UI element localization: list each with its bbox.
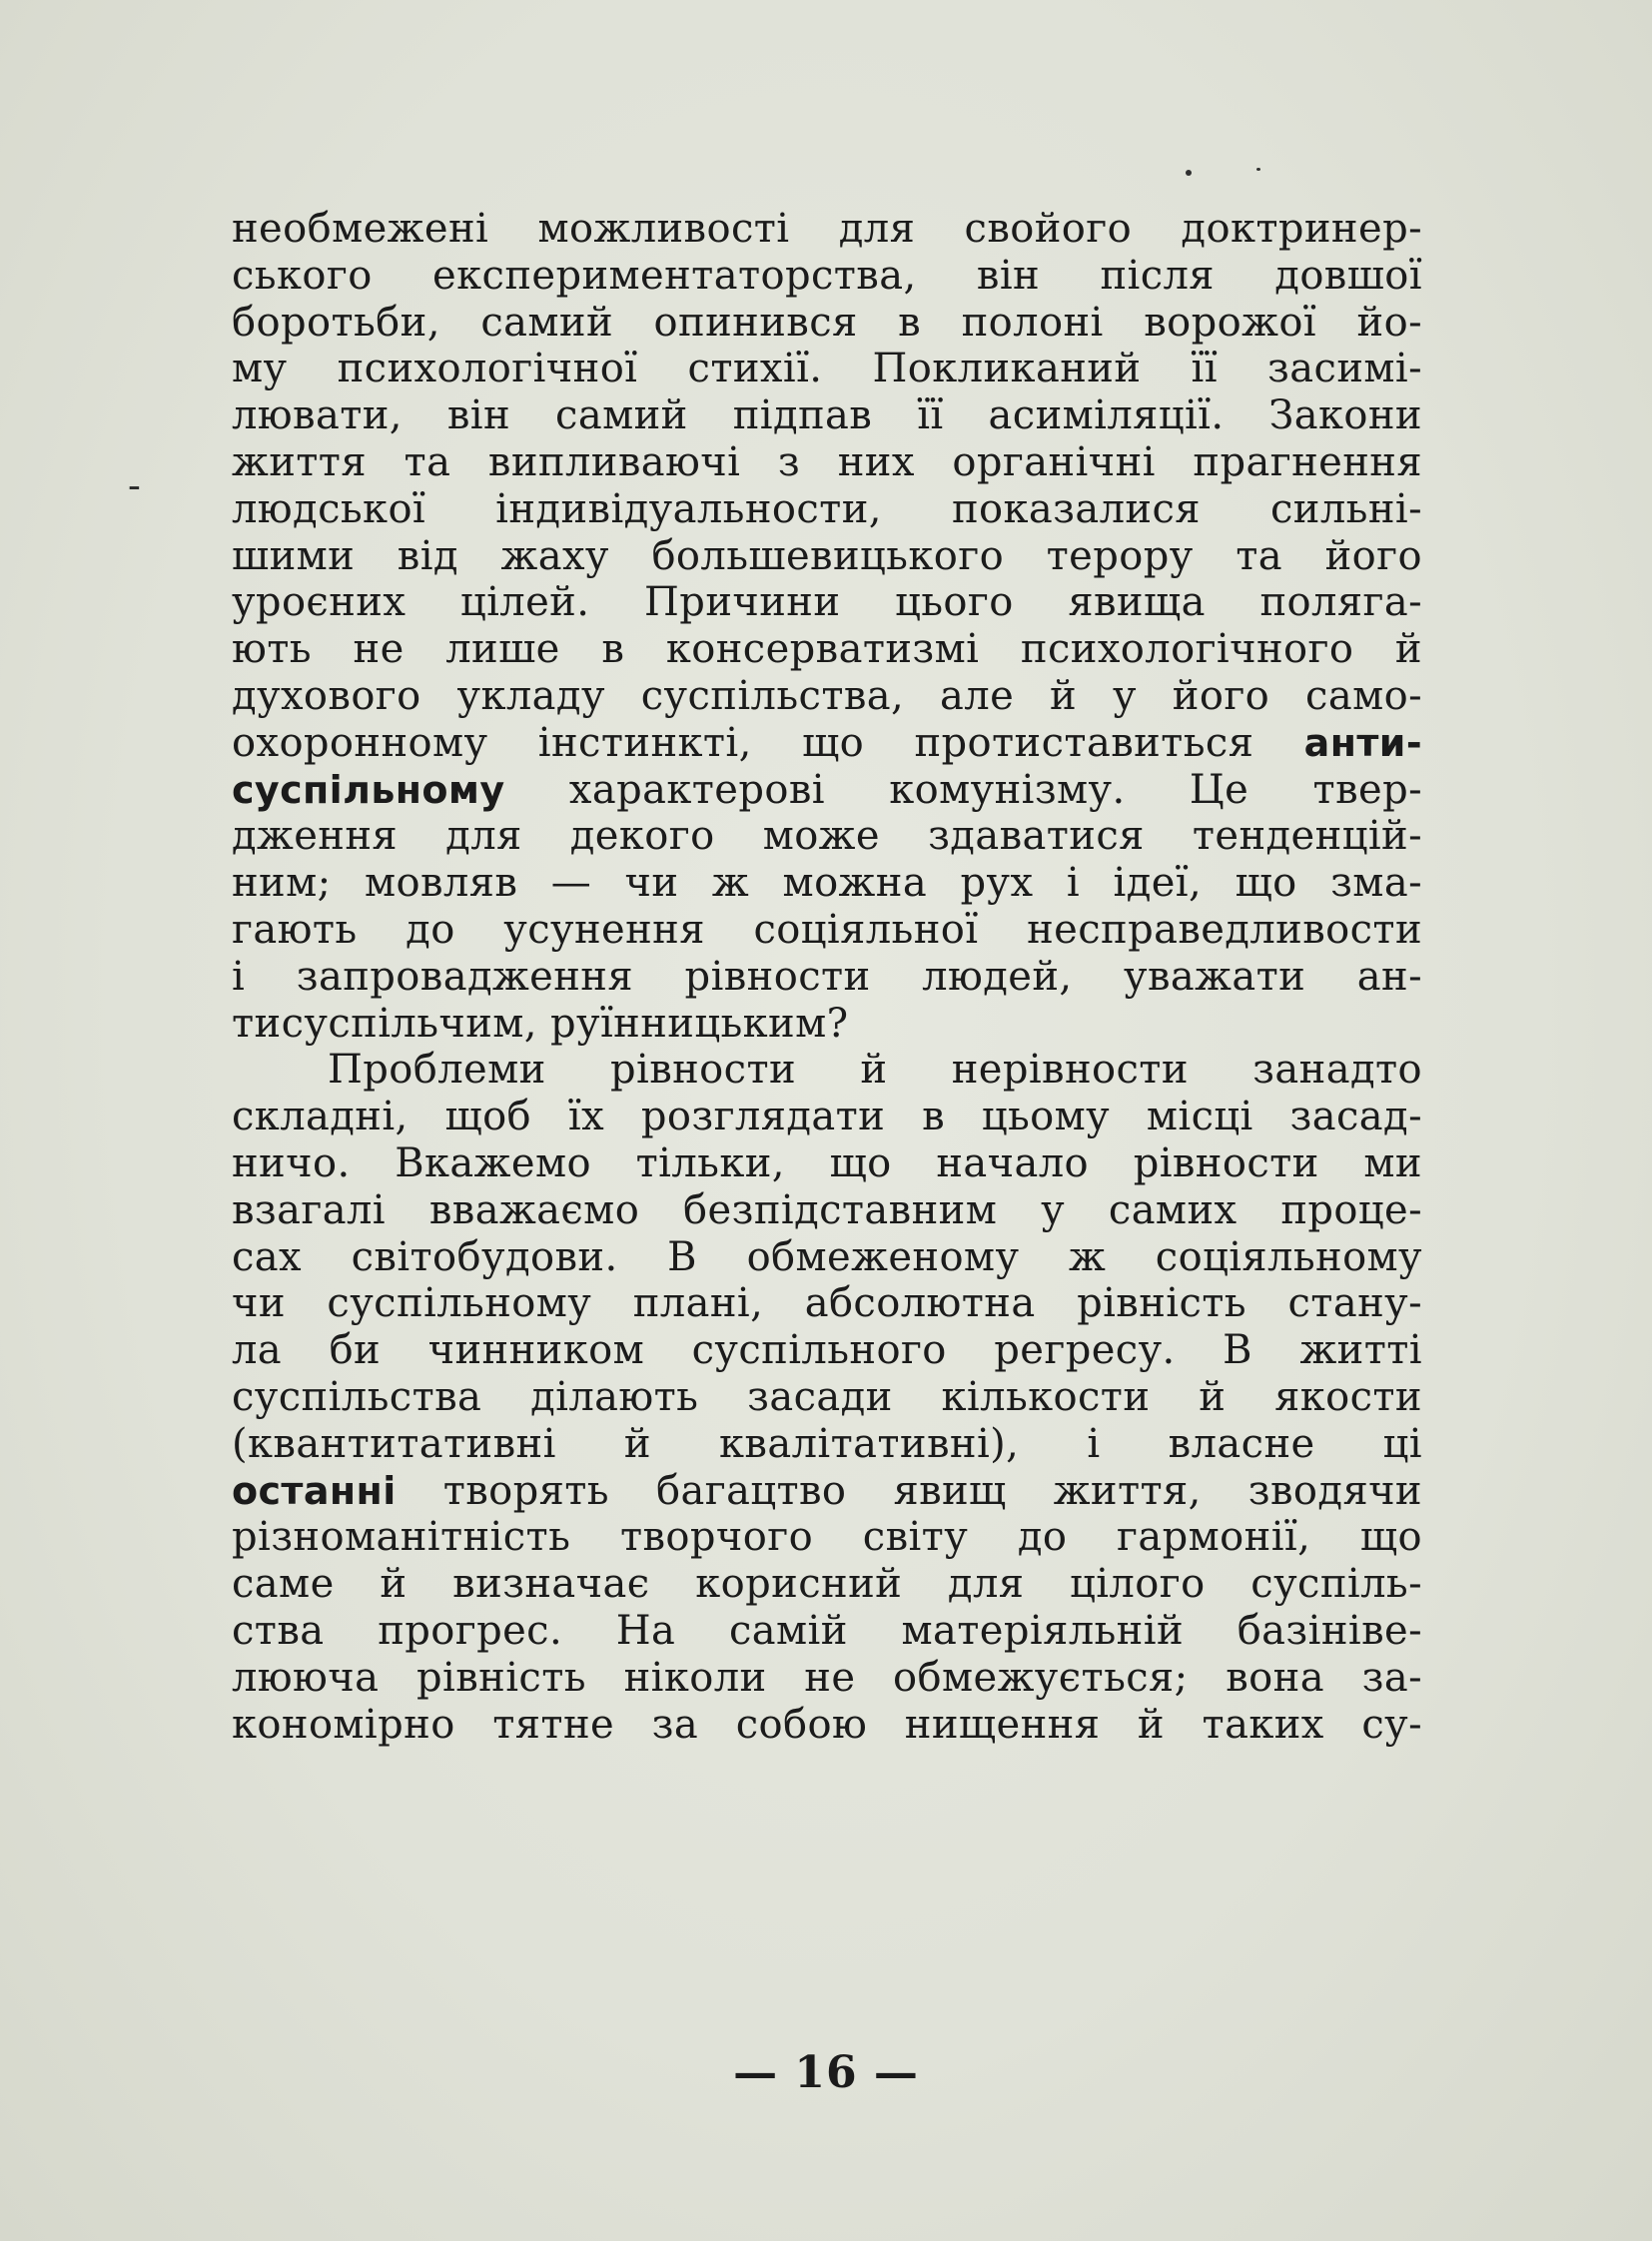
bold-word-antisuspilnomu: суспільному — [232, 767, 505, 812]
ink-speck — [1186, 170, 1192, 176]
text-line: різноманітність творчого світу до гармонії, що — [232, 1514, 1422, 1561]
text-line — [232, 720, 1422, 767]
text-line: ють не лише в консерватизмі психологічного й — [232, 626, 1422, 673]
text-line: ним; мовляв — чи ж можна рух і ідеї, що зма- — [232, 860, 1422, 907]
text-line: дження для декого може здаватися тенденцій- — [232, 813, 1422, 860]
page-number: — 16 — — [733, 2047, 919, 2098]
text-line: сах світобудови. В обмеженому ж соціяльному — [232, 1233, 1422, 1280]
text-line: ла би чинником суспільного регресу. В житті — [232, 1327, 1422, 1374]
text-run: характерові комунізму. Це твер- — [568, 766, 1422, 813]
text-line-paragraph-start: Проблеми рівности й нерівности занадто — [328, 1047, 1422, 1094]
text-line: боротьби, самий опинився в полоні ворожої йо- — [232, 299, 1422, 346]
text-line: суспільства ділають засади кількости й якости — [232, 1373, 1422, 1420]
text-line: кономірно тятне за собою нищення й таких су- — [232, 1701, 1422, 1748]
text-line: шими від жаху большевицького терору та його — [232, 532, 1422, 579]
text-line: (квантитативні й квалітативні), і власне ці — [232, 1420, 1422, 1467]
text-line: складні, щоб їх розглядати в цьому місці засад- — [232, 1094, 1422, 1140]
text-line: людської індивідуальности, показалися сильні- — [232, 485, 1422, 532]
text-line: лювати, він самий підпав її асиміляції. Закони — [232, 392, 1422, 439]
text-line: життя та випливаючі з них органічні прагнення — [232, 438, 1422, 485]
text-line: гають до усунення соціяльної несправедливости — [232, 906, 1422, 953]
bold-word-ostanni: останні — [232, 1468, 397, 1513]
text-line: саме й визначає корисний для цілого суспіль- — [232, 1561, 1422, 1608]
text-line: тисуспільчим, руїнницьким? — [232, 1000, 849, 1047]
text-line: духового укладу суспільства, але й у його само- — [232, 672, 1422, 719]
text-line — [232, 1468, 1422, 1515]
text-line: і запровадження рівности людей, уважати ан- — [232, 953, 1422, 1000]
text-line: необмежені можливості для свойого доктринер- — [232, 206, 1422, 252]
text-line: ничо. Вкажемо тільки, що начало рівности ми — [232, 1139, 1422, 1186]
text-line: чи суспільному плані, абсолютна рівність стану- — [232, 1280, 1422, 1327]
text-line — [232, 767, 1422, 814]
text-line: взагалі вважаємо безпідставним у самих проце- — [232, 1186, 1422, 1233]
text-run: творять багацтво явищ життя, зводячи — [442, 1467, 1422, 1514]
bold-word-anti: анти- — [1303, 720, 1422, 765]
text-line: му психологічної стихії. Покликаний її засимі- — [232, 346, 1422, 392]
text-line: ства прогрес. На самій матеріяльній базініве- — [232, 1607, 1422, 1654]
text-line: лююча рівність ніколи не обмежується; вона за- — [232, 1654, 1422, 1701]
text-line: уроєних цілей. Причини цього явища поляга- — [232, 579, 1422, 626]
body-text — [232, 206, 1422, 1748]
ink-speck — [1256, 168, 1260, 171]
text-line: ського експериментаторства, він після довшої — [232, 252, 1422, 299]
margin-dash-mark: - — [128, 463, 141, 507]
text-run: охоронному інстинкті, що протиставиться — [232, 719, 1254, 766]
